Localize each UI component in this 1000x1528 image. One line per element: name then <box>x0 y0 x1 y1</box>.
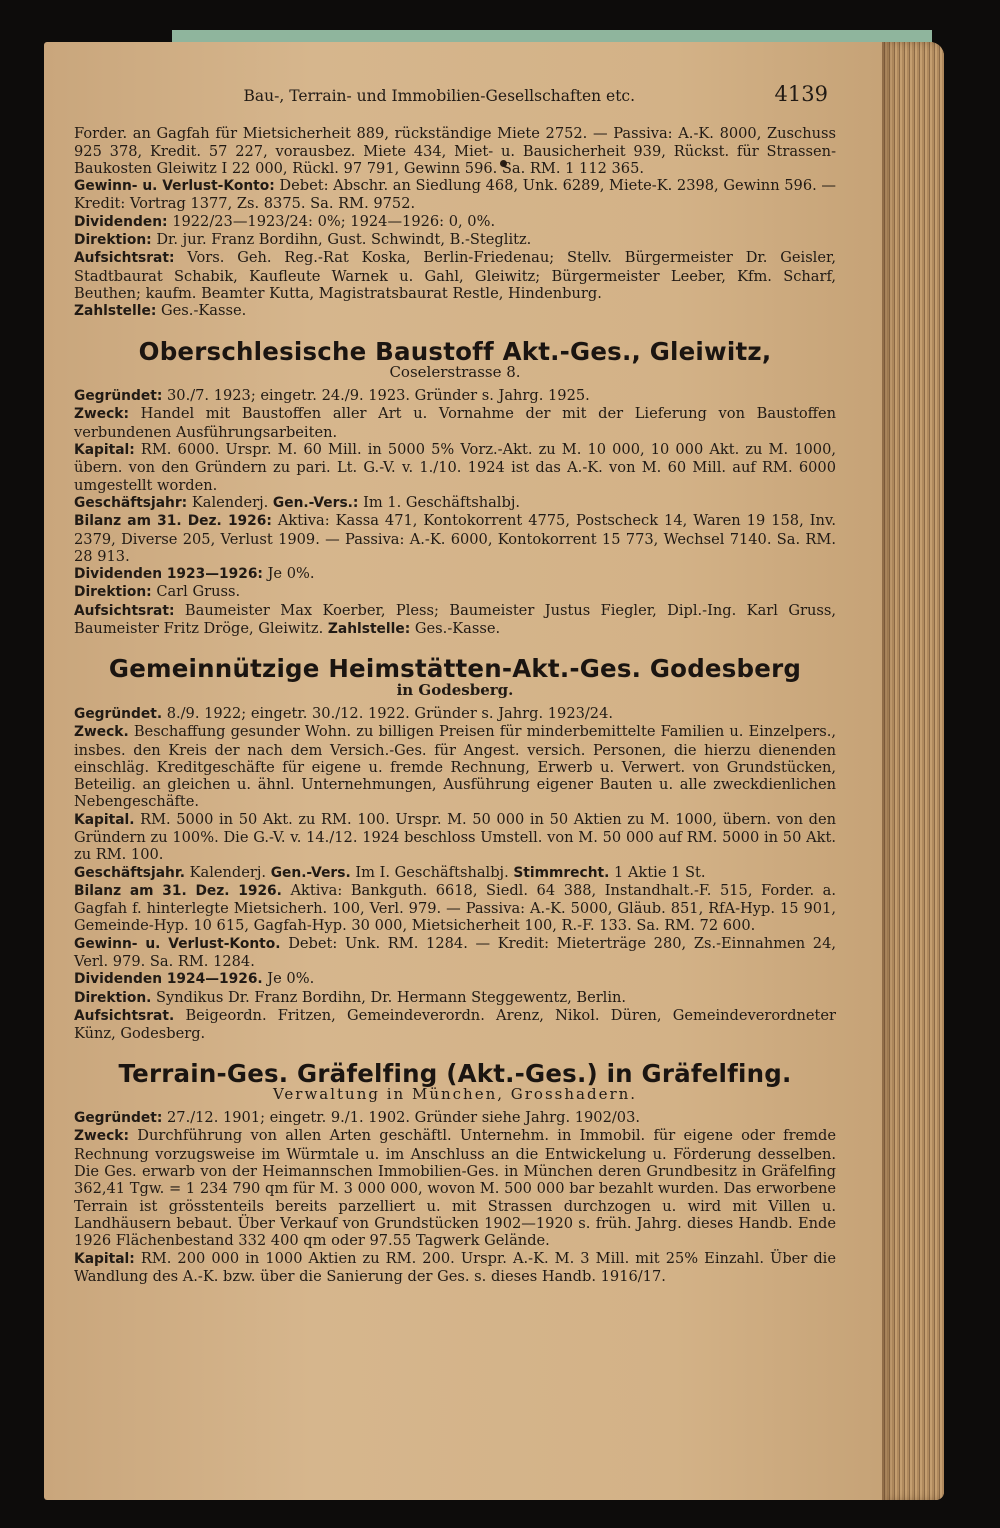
company-administration: Verwaltung in München, Grosshadern. <box>272 1084 638 1103</box>
supervisory-board-paragraph <box>74 1007 836 1043</box>
profit-loss-label: Gewinn- u. Verlust-Konto. <box>74 935 281 952</box>
dividends-paragraph <box>74 213 836 231</box>
founded-paragraph <box>74 705 836 723</box>
directors-label: Direktion: <box>74 584 152 601</box>
founded-paragraph <box>74 1109 836 1127</box>
paying-agent-text: Ges.-Kasse. <box>414 620 501 638</box>
general-meeting-label: Gen.-Vers. <box>270 864 351 881</box>
founded-paragraph <box>74 387 836 405</box>
founded-label: Gegründet: <box>74 388 163 405</box>
book-page <box>44 42 944 1500</box>
company-address: Coselerstrasse 8. <box>389 362 521 381</box>
dividends-paragraph <box>74 970 836 988</box>
capital-paragraph <box>74 811 836 864</box>
entry-terrain-graefelfing <box>74 1058 836 1286</box>
supervisory-board-paragraph <box>74 602 836 639</box>
general-meeting-label: Gen.-Vers.: <box>272 494 359 511</box>
supervisory-board-label: Aufsichtsrat: <box>74 250 175 267</box>
profit-loss-text: Debet: Abschr. an Siedlung 468, Unk. 6289, Miete-K. 2398, Gewinn 596. — Kredit: Vortrag 1377, Zs. 8375. Sa. RM. 9752. <box>74 177 836 213</box>
capital-label: Kapital: <box>74 442 135 459</box>
balance-paragraph <box>74 512 836 565</box>
page-number: 4139 <box>774 82 828 106</box>
purpose-label: Zweck: <box>74 1128 129 1145</box>
balance-label: Bilanz am 31. Dez. 1926. <box>74 882 282 899</box>
fiscal-year-label: Geschäftsjahr. <box>74 864 185 881</box>
directors-label: Direktion. <box>74 989 152 1006</box>
dividends-text: Je 0%. <box>267 565 315 583</box>
fiscal-year-paragraph <box>74 494 836 512</box>
balance-text: Aktiva: Bankguth. 6618, Siedl. 64 388, Instandhalt.-F. 515, Forder. a. Gagfah f. hinterlegte Mietsicherh. 100, Verl. 979. — Passiva: A.-K. 5000, Gläub. 851, RfA-Hyp. 15 901, Gemeinde-Hyp. 10 615, Gagfah-Hyp. 30 000, Mietsicherheit 100, R.-F. 133. Sa. RM. 72 600. <box>74 881 837 935</box>
purpose-paragraph <box>74 723 836 810</box>
capital-text: RM. 6000. Urspr. M. 60 Mill. in 5000 5% Vorz.-Akt. zu M. 10 000, 10 000 Akt. zu M. 1000, übern. von den Gründern zu pari. Lt. G.-V. v. 1./10. 1924 ist das A.-K. von M. 60 Mill. auf RM. 6000 umgestellt worden. <box>74 441 836 494</box>
company-title: Terrain-Ges. Gräfelfing (Akt.-Ges.) in Gräfelfing. <box>118 1058 792 1088</box>
capital-paragraph <box>74 441 836 494</box>
general-meeting-text: Im 1. Geschäftshalbj. <box>363 493 520 511</box>
company-place: in Godesberg. <box>396 680 514 699</box>
founded-text: 30./7. 1923; eingetr. 24./9. 1923. Gründer s. Jahrg. 1925. <box>167 387 590 405</box>
balance-paragraph <box>74 882 836 935</box>
dividends-text: 1922/23—1923/24: 0%; 1924—1926: 0, 0%. <box>172 212 496 230</box>
founded-text: 8./9. 1922; eingetr. 30./12. 1922. Gründer s. Jahrg. 1923/24. <box>166 704 614 722</box>
running-title: Bau-, Terrain- und Immobilien-Gesellschaften etc. <box>243 87 636 105</box>
purpose-label: Zweck: <box>74 406 129 423</box>
supervisory-board-text: Beigeordn. Fritzen, Gemeindeverordn. Arenz, Nikol. Düren, Gemeindeverordneter Künz, Godesberg. <box>74 1006 837 1043</box>
company-title: Oberschlesische Baustoff Akt.-Ges., Gleiwitz, <box>138 336 772 366</box>
founded-label: Gegründet. <box>74 705 163 722</box>
capital-text: RM. 5000 in 50 Akt. zu RM. 100. Urspr. M. 50 000 in 50 Aktien zu M. 1000, übern. von den Gründern zu 100%. Die G.-V. v. 14./12. 1924 beschloss Umstell. von M. 50 000 auf RM. 5000 in 50 Akt. zu RM. 100. <box>74 810 836 864</box>
capital-label: Kapital: <box>74 1250 135 1267</box>
directors-text: Syndikus Dr. Franz Bordihn, Dr. Hermann Steggewentz, Berlin. <box>156 988 627 1006</box>
profit-loss-text: Debet: Unk. RM. 1284. — Kredit: Mieterträge 280, Zs.-Einnahmen 24, Verl. 979. Sa. RM. 1284. <box>74 934 837 971</box>
dividends-paragraph <box>74 565 836 583</box>
entry-oberschlesische-baustoff <box>74 336 837 639</box>
capital-paragraph <box>74 1250 836 1286</box>
supervisory-board-paragraph <box>74 249 836 302</box>
supervisory-board-text: Baumeister Max Koerber, Pless; Baumeister Justus Fiegler, Dipl.-Ing. Karl Gruss, Baumeister Fritz Dröge, Gleiwitz. <box>74 601 836 638</box>
directors-label: Direktion: <box>74 232 152 249</box>
directors-paragraph <box>74 989 836 1007</box>
book-page-edges <box>882 42 944 1500</box>
purpose-label: Zweck. <box>74 724 129 741</box>
page-content <box>74 82 837 1285</box>
voting-right-text: 1 Aktie 1 St. <box>614 863 706 881</box>
paying-agent-text: Ges.-Kasse. <box>161 302 247 320</box>
balance-label: Bilanz am 31. Dez. 1926: <box>74 513 272 530</box>
purpose-paragraph <box>74 1127 836 1249</box>
general-meeting-text: Im I. Geschäftshalbj. <box>355 863 509 881</box>
profit-loss-paragraph <box>74 177 836 213</box>
founded-label: Gegründet: <box>74 1110 163 1127</box>
dividends-label: Dividenden: <box>74 213 168 230</box>
supervisory-board-label: Aufsichtsrat: <box>74 602 175 619</box>
balance-text: Aktiva: Kassa 471, Kontokorrent 4775, Postscheck 14, Waren 19 158, Inv. 2379, Diverse 205, Verlust 1909. — Passiva: A.-K. 6000, Kontokorrent 15 773, Wechsel 7140. Sa. RM. 28 913. <box>74 512 837 565</box>
dividends-text: Je 0%. <box>267 970 315 988</box>
paying-agent-label: Zahlstelle: <box>74 303 157 320</box>
entry-heimstaetten-godesberg <box>74 654 837 1043</box>
fiscal-year-label: Geschäftsjahr: <box>74 494 188 511</box>
paying-agent-label: Zahlstelle: <box>327 621 411 638</box>
dividends-label: Dividenden 1923—1926: <box>74 566 263 583</box>
capital-label: Kapital. <box>74 811 135 828</box>
fiscal-year-text: Kalenderj. <box>191 493 269 511</box>
voting-right-label: Stimmrecht. <box>513 864 610 881</box>
purpose-text: Handel mit Baustoffen aller Art u. Vornahme der mit der Lieferung von Baustoffen verbundenen Ausführungsarbeiten. <box>74 405 837 441</box>
supervisory-board-text: Vors. Geh. Reg.-Rat Koska, Berlin-Friedenau; Stellv. Bürgermeister Dr. Geisler, Stadtbaurat Schabik, Kaufleute Warnek u. Gahl, Gleiwitz; Bürgermeister Leeber, Kfm. Scharf, Beuthen; kaufm. Beamter Kutta, Magistratsbaurat Restle, Hindenburg. <box>74 249 836 302</box>
directors-paragraph <box>74 583 836 601</box>
founded-text: 27./12. 1901; eingetr. 9./1. 1902. Gründer siehe Jahrg. 1902/03. <box>167 1109 640 1127</box>
company-title: Gemeinnützige Heimstätten-Akt.-Ges. Godesberg <box>108 654 802 684</box>
dividends-label: Dividenden 1924—1926. <box>74 971 263 988</box>
entry-continued <box>74 125 836 320</box>
purpose-paragraph <box>74 405 836 441</box>
profit-loss-label: Gewinn- u. Verlust-Konto: <box>74 178 275 195</box>
page-header <box>74 82 836 106</box>
purpose-text: Beschaffung gesunder Wohn. zu billigen Preisen für minderbemittelte Familien u. Einzelpers., insbes. den Kreis der nach dem Versich.-Ges. für Angest. versich. Personen, die hierzu dienenden einschläg. Kreditgeschäfte für eigene u. fremde Rechnung, Erwerb u. Verwert. von Grundstücken, Beteilig. an gleichen u. ähnl. Unternehmungen, Ausführung eigener Bauten u. alle zweckdienlichen Nebengeschäfte. <box>74 723 837 811</box>
capital-text: RM. 200 000 in 1000 Aktien zu RM. 200. Urspr. A.-K. M. 3 Mill. mit 25% Einzahl. Über die Wandlung des A.-K. bzw. über die Sanierung der Ges. s. dieses Handb. 1916/17. <box>74 1249 836 1285</box>
balance-continuation: Forder. an Gagfah für Mietsicherheit 889, rückständige Miete 2752. — Passiva: A.-K. 8000, Zuschuss 925 378, Kredit. 57 227, vorausbez. Miete 434, Miet- u. Bausicherheit 939, Rückst. für Strassen-Baukosten Gleiwitz I 22 000, Rückl. 97 791, Gewinn 596. Sa. RM. 1 112 365. <box>74 125 836 177</box>
purpose-text: Durchführung von allen Arten geschäftl. Unternehm. in Immobil. für eigene oder fremde Rechnung vorzugsweise im Würmtale u. im Anschluss an die Entwickelung u. Förderung desselben. Die Ges. erwarb von der Heimannschen Immobilien-Ges. in München deren Grundbesitz in Gräfelfing 362,41 Tgw. = 1 234 790 qm für M. 3 000 000, wovon M. 500 000 bar bezahlt wurden. Das erworbene Terrain ist grösstenteils bereits parzelliert u. mit Strassen durchzogen u. wird mit Villen u. Landhäusern bebaut. Über Verkauf von Grundstücken 1902—1920 s. früh. Jahrg. dieses Handb. Ende 1926 Flächenbestand 332 400 qm oder 97.55 Tagwerk Gelände. <box>74 1127 836 1250</box>
fiscal-year-paragraph <box>74 864 836 882</box>
paying-agent-paragraph <box>74 302 836 320</box>
fiscal-year-text: Kalenderj. <box>189 863 267 881</box>
profit-loss-paragraph <box>74 935 836 971</box>
directors-text: Dr. jur. Franz Bordihn, Gust. Schwindt, B.-Steglitz. <box>156 231 532 249</box>
supervisory-board-label: Aufsichtsrat. <box>74 1007 175 1024</box>
directors-paragraph <box>74 231 836 249</box>
directors-text: Carl Gruss. <box>156 583 241 601</box>
